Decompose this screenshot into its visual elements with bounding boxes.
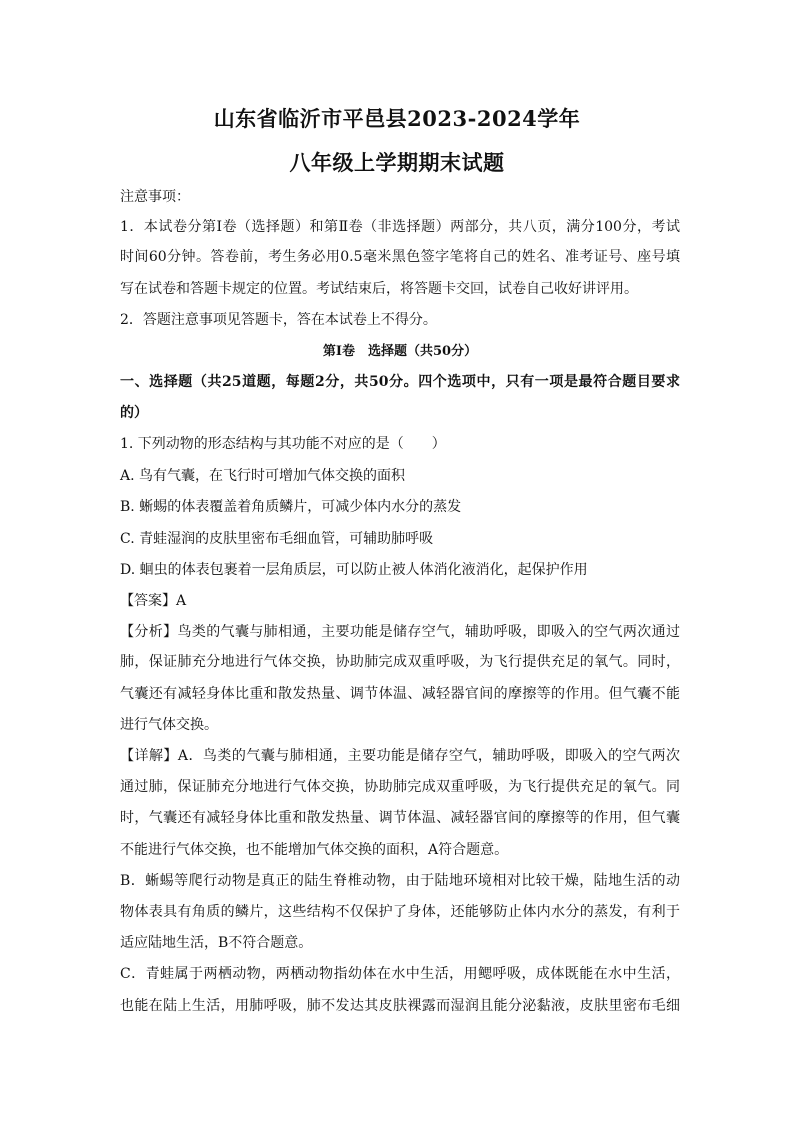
answer-line: 【答案】A (120, 593, 187, 609)
question-1-option-b: B. 蜥蜴的体表覆盖着角质鳞片，可减少体内水分的蒸发 (120, 499, 462, 515)
analysis-line-1: 【分析】鸟类的气囊与肺相通，主要功能是储存空气，辅助呼吸，即吸入的空气两次通过 (120, 624, 680, 640)
detail-a-line-2: 通过肺，保证肺充分地进行气体交换，协助肺完成双重呼吸，为飞行提供充足的氧气。同 (120, 779, 680, 795)
notice-item-1-line-1: 1．本试卷分第Ⅰ卷（选择题）和第Ⅱ卷（非选择题）两部分，共八页，满分100分，考试 (120, 219, 680, 235)
detail-b-line-3: 适应陆地生活，B不符合题意。 (120, 935, 313, 951)
question-1-option-a: A. 鸟有气囊，在飞行时可增加气体交换的面积 (120, 468, 406, 484)
part-instructions-line-1: 一、选择题（共25道题，每题2分，共50分。四个选项中，只有一项是最符合题目要求 (120, 374, 680, 390)
detail-a-line-4: 不能进行气体交换，也不能增加气体交换的面积，A符合题意。 (120, 842, 509, 858)
detail-c-line-2: 也能在陆上生活，用肺呼吸，肺不发达其皮肤裸露而湿润且能分泌黏液，皮肤里密布毛细 (120, 998, 680, 1014)
detail-b-line-1: B．蜥蜴等爬行动物是真正的陆生脊椎动物，由于陆地环境相对比较干燥，陆地生活的动 (120, 873, 680, 889)
exam-title: 山东省临沂市平邑县2023-2024学年 (213, 106, 581, 131)
question-1-option-d: D. 蛔虫的体表包裹着一层角质层，可以防止被人体消化液消化，起保护作用 (120, 562, 588, 578)
notice-heading: 注意事项： (120, 189, 190, 205)
detail-a-line-1: 【详解】A．鸟类的气囊与肺相通，主要功能是储存空气，辅助呼吸，即吸入的空气两次 (120, 748, 680, 764)
analysis-line-3: 气囊还有减轻身体比重和散发热量、调节体温、减轻器官间的摩擦等的作用。但气囊不能 (120, 686, 680, 702)
notice-item-1-line-3: 写在试卷和答题卡规定的位置。考试结束后，将答题卡交回，试卷自己收好讲评用。 (120, 281, 638, 297)
detail-c-line-1: C．青蛙属于两栖动物，两栖动物指幼体在水中生活，用鳃呼吸，成体既能在水中生活， (120, 966, 680, 982)
analysis-line-4: 进行气体交换。 (120, 717, 218, 733)
section-heading: 第Ⅰ卷 选择题（共50分） (322, 344, 478, 359)
detail-a-line-3: 时，气囊还有减轻身体比重和散发热量、调节体温、减轻器官间的摩擦等的作用，但气囊 (120, 810, 680, 826)
part-instructions-line-2: 的） (120, 405, 148, 421)
exam-subtitle: 八年级上学期期末试题 (289, 150, 505, 175)
question-1-stem: 1. 下列动物的形态结构与其功能不对应的是（ ） (120, 436, 446, 452)
analysis-line-2: 肺，保证肺充分地进行气体交换，协助肺完成双重呼吸，为飞行提供充足的氧气。同时， (120, 654, 680, 670)
notice-item-1-line-2: 时间60分钟。答卷前，考生务必用0.5毫米黑色签字笔将自己的姓名、准考证号、座号填 (120, 249, 680, 265)
question-1-option-c: C. 青蛙湿润的皮肤里密布毛细血管，可辅助肺呼吸 (120, 531, 434, 547)
detail-b-line-2: 物体表具有角质的鳞片，这些结构不仅保护了身体，还能够防止体内水分的蒸发，有利于 (120, 904, 680, 920)
notice-item-2: 2．答题注意事项见答题卡，答在本试卷上不得分。 (120, 312, 437, 328)
